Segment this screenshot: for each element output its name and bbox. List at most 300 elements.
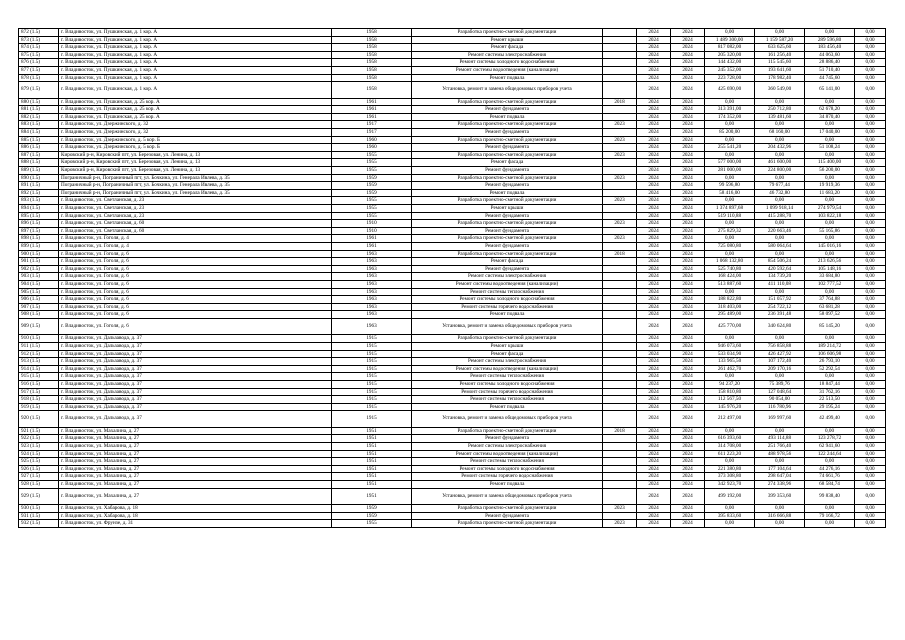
cell-fund-amount: 274 338,96	[755, 480, 805, 488]
table-row	[19, 113, 886, 121]
cell-owners-amount: 0,00	[805, 373, 855, 381]
cell-row-number: 905 (1.5)	[19, 288, 59, 296]
cell-row-number: 925 (1.5)	[19, 458, 59, 466]
cell-row-number: 906 (1.5)	[19, 296, 59, 304]
cell-other-amount: 0,00	[855, 36, 886, 44]
cell-pd-year	[603, 258, 637, 266]
cell-build-year: 1951	[332, 443, 412, 451]
cell-end-year: 2024	[671, 427, 705, 435]
cell-other-amount: 0,00	[855, 273, 886, 281]
cell-pd-year	[603, 458, 637, 466]
cell-fund-amount: 0,00	[755, 458, 805, 466]
cell-pd-year	[603, 480, 637, 488]
table-row	[19, 98, 886, 106]
cell-start-year: 2024	[637, 36, 671, 44]
cell-other-amount: 0,00	[855, 403, 886, 411]
cell-owners-amount: 44 063,60	[805, 51, 855, 59]
cell-owners-amount: 122 244,64	[805, 450, 855, 458]
cell-address: г. Владивосток, ул. Гоголя, д. 6	[59, 288, 332, 296]
cell-build-year: 1910	[332, 227, 412, 235]
cell-total-cost: 0,00	[705, 98, 755, 106]
cell-end-year: 2024	[671, 342, 705, 350]
table-row	[19, 512, 886, 520]
cell-owners-amount: 106 606,98	[805, 350, 855, 358]
cell-row-number: 882 (1.5)	[19, 113, 59, 121]
cell-pd-year: 2023	[603, 121, 637, 129]
cell-total-cost: 0,00	[705, 197, 755, 205]
cell-other-amount: 0,00	[855, 51, 886, 59]
cell-work-type: Ремонт системы электроснабжения	[412, 51, 603, 59]
cell-fund-amount: 0,00	[755, 335, 805, 343]
cell-total-cost: 425 690,00	[705, 82, 755, 99]
table-row	[19, 258, 886, 266]
cell-end-year: 2024	[671, 373, 705, 381]
cell-pd-year	[603, 44, 637, 52]
cell-end-year: 2024	[671, 98, 705, 106]
cell-start-year: 2024	[637, 465, 671, 473]
cell-row-number: 924 (1.5)	[19, 450, 59, 458]
cell-work-type: Разработка проектно-сметной документации	[412, 29, 603, 37]
cell-other-amount: 0,00	[855, 296, 886, 304]
cell-address: г. Владивосток, ул. Гоголя, д. 4	[59, 235, 332, 243]
cell-other-amount: 0,00	[855, 450, 886, 458]
cell-start-year: 2024	[637, 258, 671, 266]
table-row	[19, 167, 886, 175]
table-row	[19, 403, 886, 411]
cell-owners-amount: 189 214,72	[805, 342, 855, 350]
cell-build-year: 1963	[332, 303, 412, 311]
cell-pd-year	[603, 159, 637, 167]
cell-work-type: Разработка проектно-сметной документации	[412, 98, 603, 106]
cell-address: г. Владивосток, ул. Дзержинского, д. 5 кор. Б	[59, 136, 332, 144]
cell-end-year: 2024	[671, 520, 705, 528]
cell-work-type: Ремонт фундамента	[412, 129, 603, 137]
cell-row-number: 872 (1.5)	[19, 29, 59, 37]
table-row	[19, 435, 886, 443]
cell-row-number: 898 (1.5)	[19, 235, 59, 243]
cell-owners-amount: 0,00	[805, 288, 855, 296]
cell-pd-year	[603, 373, 637, 381]
cell-build-year: 1915	[332, 388, 412, 396]
cell-build-year: 1951	[332, 458, 412, 466]
table-row	[19, 59, 886, 67]
cell-address: г. Владивосток, ул. Дальзавода, д. 37	[59, 411, 332, 428]
cell-build-year: 1915	[332, 350, 412, 358]
cell-work-type: Разработка проектно-сметной документации	[412, 121, 603, 129]
cell-fund-amount: 250 712,80	[755, 106, 805, 114]
cell-pd-year	[603, 435, 637, 443]
cell-end-year: 2024	[671, 182, 705, 190]
cell-fund-amount: 220 663,46	[755, 227, 805, 235]
cell-address: г. Владивосток, ул. Дзержинского, д. 32	[59, 121, 332, 129]
cell-fund-amount: 0,00	[755, 288, 805, 296]
cell-pd-year: 2023	[603, 136, 637, 144]
cell-address: г. Владивосток, ул. Гоголя, д. 6	[59, 265, 332, 273]
cell-row-number: 911 (1.5)	[19, 342, 59, 350]
cell-total-cost: 223 728,00	[705, 74, 755, 82]
cell-work-type: Установка, ремонт и замена общедомовых приборов учета	[412, 318, 603, 335]
cell-end-year: 2024	[671, 59, 705, 67]
cell-pd-year	[603, 144, 637, 152]
cell-address: г. Владивосток, ул. Светланская, д. 23	[59, 212, 332, 220]
cell-address: г. Владивосток, ул. Махалина, д. 27	[59, 427, 332, 435]
cell-start-year: 2024	[637, 82, 671, 99]
cell-total-cost: 525 740,80	[705, 265, 755, 273]
cell-row-number: 907 (1.5)	[19, 303, 59, 311]
cell-total-cost: 58 416,00	[705, 189, 755, 197]
cell-pd-year	[603, 36, 637, 44]
cell-pd-year	[603, 465, 637, 473]
capital-repair-table	[18, 28, 886, 528]
cell-total-cost: 281 000,00	[705, 167, 755, 175]
cell-address: г. Владивосток, ул. Пушкинская, д. 1 кор. А	[59, 29, 332, 37]
cell-work-type: Ремонт системы водоотведения (канализации)	[412, 66, 603, 74]
cell-work-type: Ремонт системы теплоснабжения	[412, 373, 603, 381]
cell-row-number: 892 (1.5)	[19, 189, 59, 197]
cell-work-type: Ремонт системы водоотведения (канализации)	[412, 365, 603, 373]
cell-build-year: 1963	[332, 273, 412, 281]
cell-owners-amount: 0,00	[805, 235, 855, 243]
cell-owners-amount: 0,00	[805, 136, 855, 144]
cell-build-year: 1963	[332, 265, 412, 273]
cell-pd-year	[603, 74, 637, 82]
table-row	[19, 212, 886, 220]
cell-address: г. Владивосток, ул. Гоголя, д. 6	[59, 296, 332, 304]
cell-end-year: 2024	[671, 411, 705, 428]
cell-pd-year	[603, 512, 637, 520]
cell-start-year: 2024	[637, 113, 671, 121]
cell-start-year: 2024	[637, 435, 671, 443]
cell-pd-year	[603, 303, 637, 311]
cell-address: г. Владивосток, ул. Гоголя, д. 4	[59, 242, 332, 250]
cell-work-type: Ремонт системы холодного водоснабжения	[412, 59, 603, 67]
cell-owners-amount: 85 145,20	[805, 318, 855, 335]
cell-fund-amount: 0,00	[755, 220, 805, 228]
cell-start-year: 2024	[637, 265, 671, 273]
cell-pd-year: 2023	[603, 197, 637, 205]
cell-work-type: Ремонт фундамента	[412, 227, 603, 235]
cell-owners-amount: 0,00	[805, 250, 855, 258]
cell-build-year: 1959	[332, 189, 412, 197]
cell-other-amount: 0,00	[855, 365, 886, 373]
cell-work-type: Ремонт фундамента	[412, 512, 603, 520]
cell-start-year: 2024	[637, 342, 671, 350]
cell-build-year: 1915	[332, 358, 412, 366]
cell-end-year: 2024	[671, 273, 705, 281]
cell-owners-amount: 0,00	[805, 29, 855, 37]
cell-end-year: 2024	[671, 512, 705, 520]
cell-total-cost: 0,00	[705, 250, 755, 258]
cell-row-number: 912 (1.5)	[19, 350, 59, 358]
cell-end-year: 2024	[671, 74, 705, 82]
cell-build-year: 1951	[332, 465, 412, 473]
cell-build-year: 1961	[332, 242, 412, 250]
cell-address: г. Владивосток, ул. Гоголя, д. 6	[59, 311, 332, 319]
cell-pd-year	[603, 82, 637, 99]
cell-owners-amount: 42 499,40	[805, 411, 855, 428]
cell-other-amount: 0,00	[855, 435, 886, 443]
cell-pd-year	[603, 335, 637, 343]
cell-start-year: 2024	[637, 242, 671, 250]
cell-address: г. Владивосток, ул. Светланская, д. 60	[59, 220, 332, 228]
cell-end-year: 2024	[671, 480, 705, 488]
cell-start-year: 2024	[637, 450, 671, 458]
cell-owners-amount: 79 166,72	[805, 512, 855, 520]
cell-owners-amount: 55 165,86	[805, 227, 855, 235]
cell-pd-year	[603, 129, 637, 137]
table-row	[19, 250, 886, 258]
table-row	[19, 106, 886, 114]
cell-start-year: 2024	[637, 197, 671, 205]
cell-pd-year	[603, 411, 637, 428]
cell-row-number: 883 (1.5)	[19, 121, 59, 129]
cell-owners-amount: 11 683,20	[805, 189, 855, 197]
table-row	[19, 296, 886, 304]
cell-row-number: 929 (1.5)	[19, 488, 59, 505]
cell-start-year: 2024	[637, 174, 671, 182]
cell-owners-amount: 145 016,16	[805, 242, 855, 250]
cell-start-year: 2024	[637, 318, 671, 335]
cell-address: г. Владивосток, ул. Светланская, д. 60	[59, 227, 332, 235]
cell-other-amount: 0,00	[855, 197, 886, 205]
cell-address: г. Владивосток, ул. Светланская, д. 23	[59, 197, 332, 205]
cell-build-year: 1963	[332, 288, 412, 296]
cell-address: г. Владивосток, ул. Гоголя, д. 6	[59, 318, 332, 335]
cell-build-year: 1958	[332, 74, 412, 82]
cell-build-year: 1963	[332, 280, 412, 288]
cell-address: Пограничный р-н, Пограничный пгт, ул. Бочкина, ул. Генерала Ивлева, д. 35	[59, 174, 332, 182]
cell-start-year: 2024	[637, 288, 671, 296]
cell-total-cost: 314 708,00	[705, 443, 755, 451]
cell-owners-amount: 17 040,00	[805, 129, 855, 137]
cell-other-amount: 0,00	[855, 167, 886, 175]
cell-owners-amount: 19 919,36	[805, 182, 855, 190]
cell-row-number: 931 (1.5)	[19, 512, 59, 520]
cell-owners-amount: 0,00	[805, 151, 855, 159]
cell-row-number: 922 (1.5)	[19, 435, 59, 443]
cell-other-amount: 0,00	[855, 74, 886, 82]
cell-fund-amount: 854 506,24	[755, 258, 805, 266]
cell-owners-amount: 274 979,54	[805, 204, 855, 212]
cell-build-year: 1917	[332, 129, 412, 137]
cell-work-type: Разработка проектно-сметной документации	[412, 235, 603, 243]
cell-owners-amount: 22 513,50	[805, 396, 855, 404]
cell-start-year: 2024	[637, 129, 671, 137]
cell-build-year: 1915	[332, 411, 412, 428]
cell-build-year: 1915	[332, 373, 412, 381]
cell-start-year: 2024	[637, 235, 671, 243]
cell-address: г. Владивосток, ул. Дальзавода, д. 37	[59, 388, 332, 396]
cell-build-year: 1955	[332, 167, 412, 175]
cell-work-type: Разработка проектно-сметной документации	[412, 136, 603, 144]
cell-other-amount: 0,00	[855, 265, 886, 273]
cell-end-year: 2024	[671, 36, 705, 44]
cell-build-year: 1959	[332, 174, 412, 182]
cell-fund-amount: 0,00	[755, 121, 805, 129]
cell-owners-amount: 29 195,24	[805, 403, 855, 411]
cell-build-year: 1955	[332, 212, 412, 220]
table-row	[19, 473, 886, 481]
cell-start-year: 2024	[637, 443, 671, 451]
cell-build-year: 1915	[332, 342, 412, 350]
cell-fund-amount: 75 389,76	[755, 380, 805, 388]
cell-total-cost: 145 976,20	[705, 403, 755, 411]
cell-row-number: 896 (1.5)	[19, 220, 59, 228]
cell-end-year: 2024	[671, 167, 705, 175]
cell-total-cost: 1 068 132,80	[705, 258, 755, 266]
cell-address: г. Владивосток, ул. Пушкинская, д. 1 кор. А	[59, 59, 332, 67]
cell-other-amount: 0,00	[855, 159, 886, 167]
cell-address: г. Владивосток, ул. Дальзавода, д. 37	[59, 396, 332, 404]
table-row	[19, 66, 886, 74]
cell-fund-amount: 151 057,92	[755, 296, 805, 304]
cell-row-number: 908 (1.5)	[19, 311, 59, 319]
cell-fund-amount: 0,00	[755, 373, 805, 381]
cell-total-cost: 533 034,90	[705, 350, 755, 358]
cell-fund-amount: 0,00	[755, 520, 805, 528]
cell-total-cost: 144 432,00	[705, 59, 755, 67]
cell-row-number: 887 (1.5)	[19, 151, 59, 159]
cell-start-year: 2024	[637, 512, 671, 520]
cell-total-cost: 0,00	[705, 505, 755, 513]
cell-start-year: 2024	[637, 182, 671, 190]
cell-pd-year	[603, 473, 637, 481]
cell-start-year: 2024	[637, 29, 671, 37]
registry-sheet	[18, 28, 885, 528]
cell-owners-amount: 123 278,72	[805, 435, 855, 443]
cell-fund-amount: 399 353,60	[755, 488, 805, 505]
cell-address: г. Владивосток, ул. Махалина, д. 27	[59, 473, 332, 481]
cell-end-year: 2024	[671, 280, 705, 288]
cell-work-type: Ремонт системы холодного водоснабжения	[412, 296, 603, 304]
cell-address: Кировский р-н, Кировский пгт, ул. Березовая, ул. Ленина, д. 13	[59, 167, 332, 175]
cell-start-year: 2024	[637, 488, 671, 505]
cell-start-year: 2024	[637, 212, 671, 220]
cell-row-number: 875 (1.5)	[19, 51, 59, 59]
cell-end-year: 2024	[671, 303, 705, 311]
cell-work-type: Ремонт системы электроснабжения	[412, 443, 603, 451]
cell-end-year: 2024	[671, 388, 705, 396]
cell-build-year: 1961	[332, 113, 412, 121]
cell-build-year: 1960	[332, 136, 412, 144]
cell-work-type: Разработка проектно-сметной документации	[412, 505, 603, 513]
cell-address: г. Владивосток, ул. Пушкинская, д. 1 кор. А	[59, 82, 332, 99]
table-row	[19, 380, 886, 388]
cell-end-year: 2024	[671, 250, 705, 258]
cell-work-type: Разработка проектно-сметной документации	[412, 220, 603, 228]
cell-fund-amount: 68 160,00	[755, 129, 805, 137]
cell-other-amount: 0,00	[855, 136, 886, 144]
cell-total-cost: 0,00	[705, 458, 755, 466]
cell-other-amount: 0,00	[855, 473, 886, 481]
table-row	[19, 159, 886, 167]
table-row	[19, 520, 886, 528]
cell-build-year: 1958	[332, 29, 412, 37]
cell-start-year: 2024	[637, 121, 671, 129]
cell-pd-year	[603, 59, 637, 67]
cell-end-year: 2024	[671, 151, 705, 159]
cell-other-amount: 0,00	[855, 29, 886, 37]
table-row	[19, 136, 886, 144]
cell-other-amount: 0,00	[855, 235, 886, 243]
cell-pd-year	[603, 204, 637, 212]
cell-build-year: 1958	[332, 66, 412, 74]
cell-total-cost: 373 308,80	[705, 473, 755, 481]
cell-pd-year	[603, 388, 637, 396]
cell-total-cost: 725 080,80	[705, 242, 755, 250]
cell-owners-amount: 0,00	[805, 121, 855, 129]
cell-fund-amount: 420 592,64	[755, 265, 805, 273]
cell-row-number: 893 (1.5)	[19, 197, 59, 205]
table-row	[19, 242, 886, 250]
cell-fund-amount: 426 427,92	[755, 350, 805, 358]
cell-total-cost: 174 352,00	[705, 113, 755, 121]
cell-row-number: 876 (1.5)	[19, 59, 59, 67]
cell-row-number: 894 (1.5)	[19, 204, 59, 212]
cell-row-number: 902 (1.5)	[19, 265, 59, 273]
cell-end-year: 2024	[671, 51, 705, 59]
cell-end-year: 2024	[671, 435, 705, 443]
cell-other-amount: 0,00	[855, 59, 886, 67]
cell-work-type: Ремонт фасада	[412, 350, 603, 358]
cell-pd-year: 2018	[603, 250, 637, 258]
cell-other-amount: 0,00	[855, 318, 886, 335]
cell-fund-amount: 298 647,04	[755, 473, 805, 481]
cell-row-number: 885 (1.5)	[19, 136, 59, 144]
cell-work-type: Ремонт подвала	[412, 311, 603, 319]
cell-owners-amount: 105 148,16	[805, 265, 855, 273]
cell-address: Пограничный р-н, Пограничный пгт, ул. Бочкина, ул. Генерала Ивлева, д. 35	[59, 189, 332, 197]
cell-build-year: 1955	[332, 159, 412, 167]
cell-owners-amount: 289 596,80	[805, 36, 855, 44]
cell-owners-amount: 26 793,10	[805, 358, 855, 366]
cell-build-year: 1961	[332, 235, 412, 243]
cell-address: г. Владивосток, ул. Хабарова, д. 18	[59, 505, 332, 513]
cell-total-cost: 0,00	[705, 29, 755, 37]
cell-build-year: 1958	[332, 59, 412, 67]
cell-other-amount: 0,00	[855, 151, 886, 159]
cell-address: г. Владивосток, ул. Махалина, д. 27	[59, 443, 332, 451]
cell-total-cost: 313 391,00	[705, 106, 755, 114]
cell-address: г. Владивосток, ул. Дальзавода, д. 37	[59, 403, 332, 411]
table-row	[19, 350, 886, 358]
cell-start-year: 2024	[637, 250, 671, 258]
cell-fund-amount: 236 391,48	[755, 311, 805, 319]
cell-total-cost: 342 923,70	[705, 480, 755, 488]
cell-total-cost: 94 237,20	[705, 380, 755, 388]
cell-total-cost: 0,00	[705, 288, 755, 296]
cell-work-type: Ремонт системы горячего водоснабжения	[412, 388, 603, 396]
cell-work-type: Ремонт фундамента	[412, 144, 603, 152]
table-row	[19, 280, 886, 288]
cell-start-year: 2024	[637, 373, 671, 381]
cell-address: г. Владивосток, ул. Дальзавода, д. 37	[59, 358, 332, 366]
cell-start-year: 2024	[637, 204, 671, 212]
cell-end-year: 2024	[671, 358, 705, 366]
cell-end-year: 2024	[671, 505, 705, 513]
cell-start-year: 2024	[637, 159, 671, 167]
cell-owners-amount: 52 292,54	[805, 365, 855, 373]
cell-other-amount: 0,00	[855, 465, 886, 473]
cell-pd-year	[603, 265, 637, 273]
cell-owners-amount: 62 941,60	[805, 443, 855, 451]
cell-owners-amount: 0,00	[805, 174, 855, 182]
cell-row-number: 900 (1.5)	[19, 250, 59, 258]
cell-row-number: 897 (1.5)	[19, 227, 59, 235]
table-row	[19, 358, 886, 366]
cell-work-type: Ремонт фундамента	[412, 182, 603, 190]
cell-start-year: 2024	[637, 273, 671, 281]
